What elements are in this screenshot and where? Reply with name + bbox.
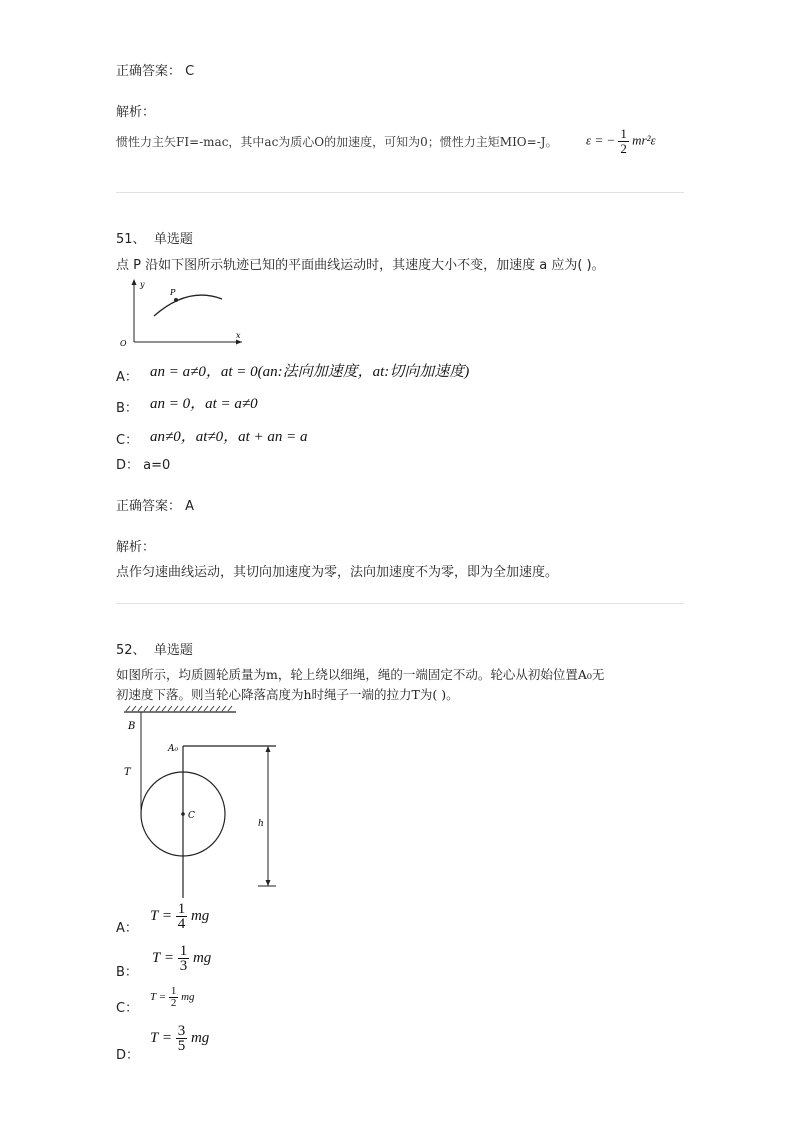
h-bottom-arrow-icon bbox=[266, 880, 271, 886]
q52-stem-line1: 如图所示，均质圆轮质量为m，轮上绕以细绳，绳的一端固定不动。轮心从初始位置A₀无 bbox=[116, 667, 605, 682]
q52-option-c-formula: T = $\frac{1}{2}$ mg bbox=[150, 985, 195, 1009]
q50-answer: 正确答案： C bbox=[116, 64, 195, 79]
q51-option-b-content: an = 0，at = a≠0 bbox=[150, 396, 258, 412]
q52-option-c-letter: C： bbox=[116, 1001, 139, 1016]
q51-figure bbox=[118, 276, 246, 348]
q51-analysis-label: 解析： bbox=[116, 540, 156, 555]
label-a0: A₀ bbox=[168, 744, 179, 754]
q52-header: 52、 单选题 bbox=[116, 643, 193, 658]
origin-label: O bbox=[120, 339, 127, 348]
x-arrow-icon bbox=[236, 340, 242, 345]
divider bbox=[116, 603, 684, 604]
q51-answer: 正确答案： A bbox=[116, 499, 195, 514]
q50-analysis-text: 惯性力主矢FI=-mac，其中ac为质心O的加速度，可知为0；惯性力主矩MIO=-J。 bbox=[116, 135, 558, 149]
label-t: T bbox=[124, 767, 131, 778]
q52-option-b-formula: T = $\frac{1}{3}$ mg bbox=[152, 943, 212, 974]
q51-option-c-content: an≠0，at≠0，at + an = a bbox=[150, 429, 308, 445]
axis-y-label: y bbox=[140, 280, 145, 289]
q52-option-d-formula: T = $\frac{3}{5}$ mg bbox=[150, 1023, 210, 1054]
y-arrow-icon bbox=[132, 279, 137, 285]
point-p-label: P bbox=[170, 288, 176, 297]
q51-stem: 点 P 沿如下图所示轨迹已知的平面曲线运动时，其速度大小不变，加速度 a 应为( )。 bbox=[116, 258, 605, 273]
q52-stem-line2: 初速度下落。则当轮心降落高度为h时绳子一端的拉力T为( )。 bbox=[116, 687, 459, 702]
q50-formula: ε = − $\frac{1}{2}$ mr²ε bbox=[586, 126, 656, 156]
label-h: h bbox=[258, 819, 264, 829]
label-b: B bbox=[128, 721, 136, 732]
q51-option-c-letter: C： bbox=[116, 433, 139, 448]
q51-option-b-letter: B： bbox=[116, 401, 138, 416]
q52-figure bbox=[118, 702, 283, 902]
label-c: C bbox=[188, 811, 195, 821]
divider bbox=[116, 192, 684, 193]
axis-x-label: x bbox=[236, 331, 241, 340]
q51-option-a-letter: A： bbox=[116, 370, 138, 385]
q51-analysis-text: 点作匀速曲线运动，其切向加速度为零，法向加速度不为零，即为全加速度。 bbox=[116, 565, 559, 580]
q52-option-a-formula: T = $\frac{1}{4}$ mg bbox=[150, 901, 210, 932]
point-p-dot bbox=[174, 298, 178, 302]
q52-option-b-letter: B： bbox=[116, 965, 138, 980]
trajectory-curve bbox=[154, 295, 222, 316]
q51-header: 51、 单选题 bbox=[116, 232, 193, 247]
q51-option-a-content: an = a≠0，at = 0(an:法向加速度，at:切向加速度) bbox=[150, 364, 470, 380]
h-top-arrow-icon bbox=[266, 746, 271, 752]
q52-option-d-letter: D： bbox=[116, 1048, 140, 1063]
q52-option-a-letter: A： bbox=[116, 921, 138, 936]
q50-analysis-label: 解析： bbox=[116, 105, 156, 120]
ceiling-hatch bbox=[126, 706, 232, 711]
q51-option-d: D： a=0 bbox=[116, 458, 171, 473]
